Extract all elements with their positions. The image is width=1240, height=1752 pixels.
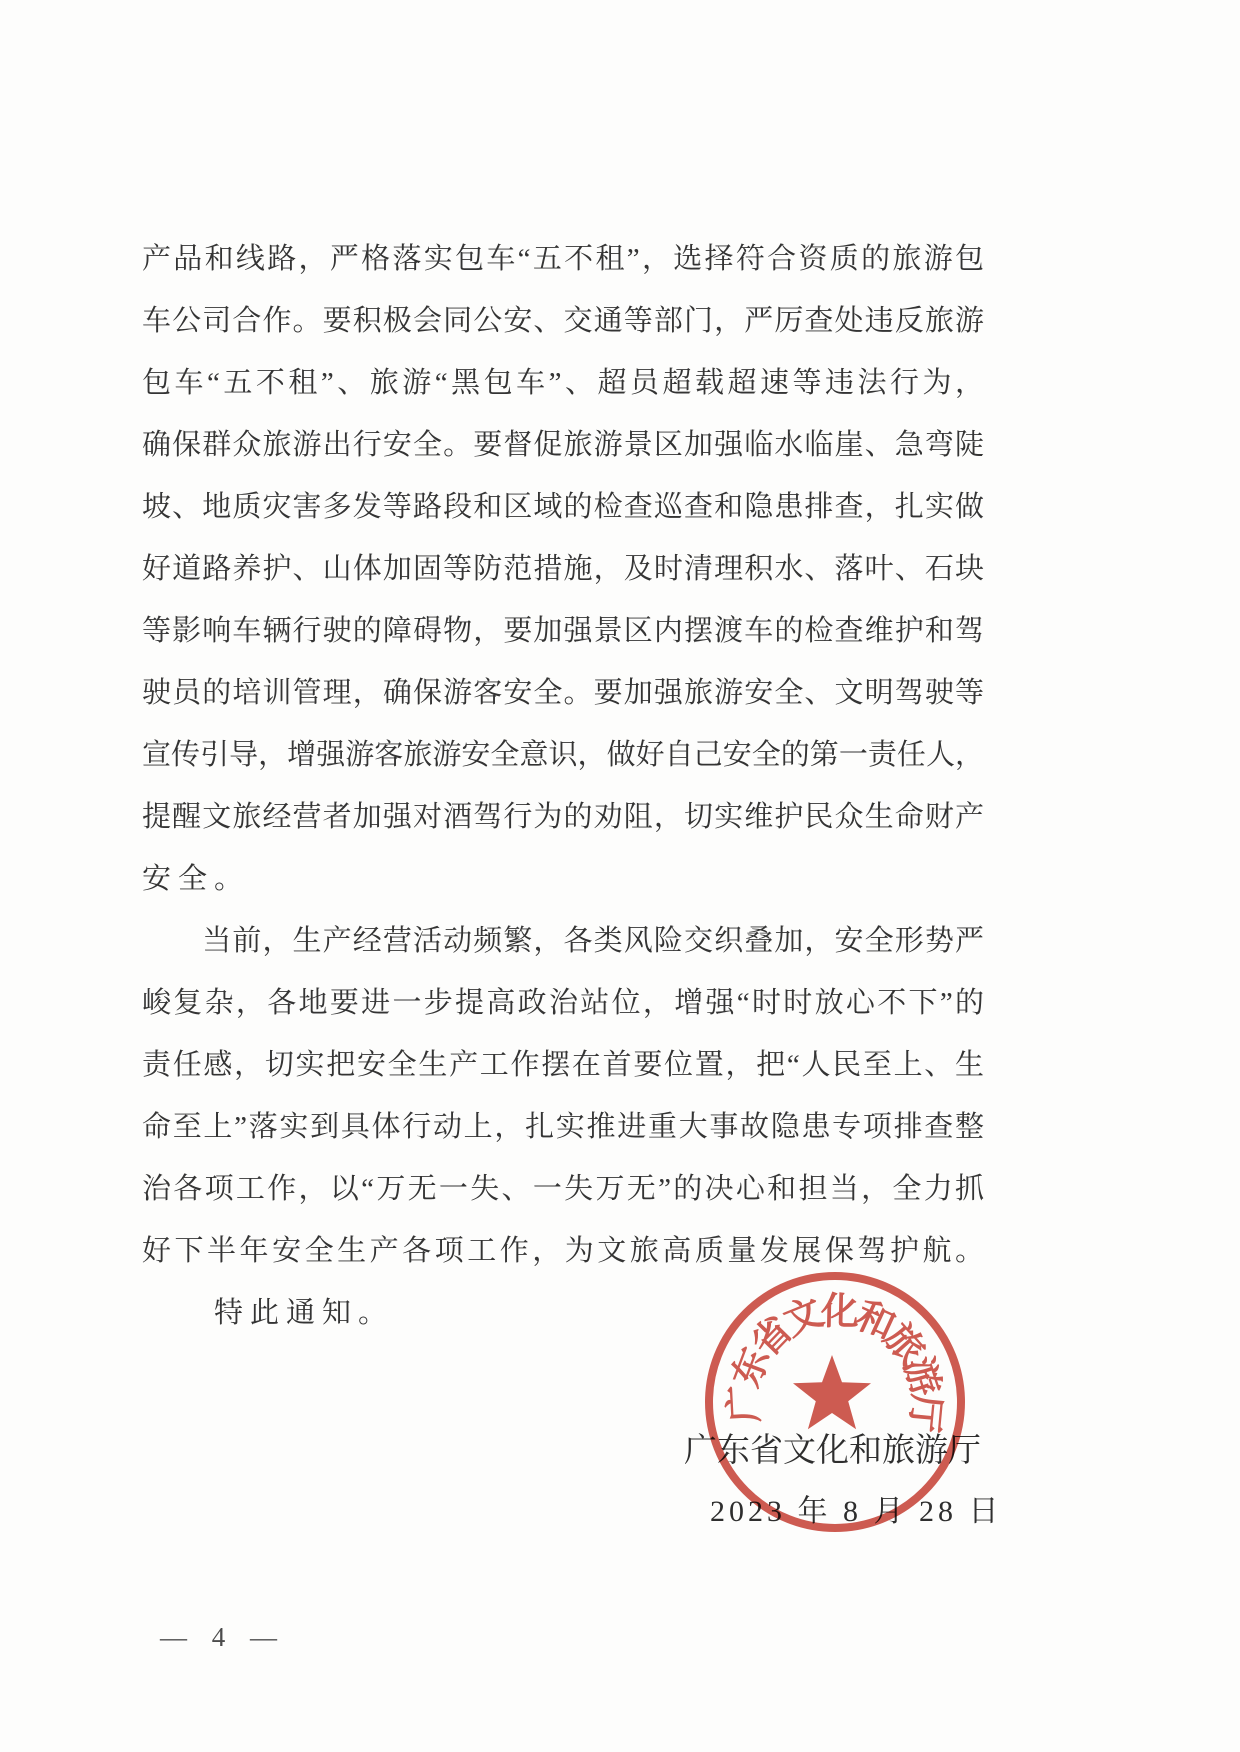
seal-ring-text: 广东省文化和旅游厅 [723, 1290, 948, 1429]
body-line: 坡、地质灾害多发等路段和区域的检查巡查和隐患排查，扎实做 [142, 491, 984, 523]
body-line: 产品和线路，严格落实包车“五不租”，选择符合资质的旅游包 [142, 243, 984, 275]
seal-star [793, 1355, 871, 1429]
body-line: 车公司合作。要积极会同公安、交通等部门，严厉查处违反旅游 [142, 305, 984, 337]
body-line-closing: 特此通知。 [142, 1297, 395, 1329]
body-line: 安全。 [142, 863, 251, 895]
signature-agency: 广东省文化和旅游厅 [684, 1433, 981, 1469]
body-line: 宣传引导，增强游客旅游安全意识，做好自己安全的第一责任人， [142, 739, 984, 771]
document-body [142, 228, 984, 1344]
body-line: 责任感，切实把安全生产工作摆在首要位置，把“人民至上、生 [142, 1049, 984, 1081]
body-line: 确保群众旅游出行安全。要督促旅游景区加强临水临崖、急弯陡 [142, 429, 984, 461]
body-line: 包车“五不租”、旅游“黑包车”、超员超载超速等违法行为， [142, 367, 984, 399]
body-line: 好道路养护、山体加固等防范措施，及时清理积水、落叶、石块 [142, 553, 984, 585]
body-line: 提醒文旅经营者加强对酒驾行为的劝阻，切实维护民众生命财产 [142, 801, 984, 833]
body-line: 当前，生产经营活动频繁，各类风险交织叠加，安全形势严 [142, 925, 984, 957]
official-seal [695, 1262, 975, 1542]
body-line: 治各项工作，以“万无一失、一失万无”的决心和担当，全力抓 [142, 1173, 984, 1205]
body-line: 好下半年安全生产各项工作，为文旅高质量发展保驾护航。 [142, 1235, 984, 1267]
body-line: 命至上”落实到具体行动上，扎实推进重大事故隐患专项排查整 [142, 1111, 984, 1143]
page-number: — 4 — [160, 1622, 286, 1652]
body-line: 驶员的培训管理，确保游客安全。要加强旅游安全、文明驾驶等 [142, 677, 984, 709]
body-line: 峻复杂，各地要进一步提高政治站位，增强“时时放心不下”的 [142, 987, 984, 1019]
body-line: 等影响车辆行驶的障碍物，要加强景区内摆渡车的检查维护和驾 [142, 615, 984, 647]
signature-date: 2023 年 8 月 28 日 [710, 1495, 1003, 1528]
